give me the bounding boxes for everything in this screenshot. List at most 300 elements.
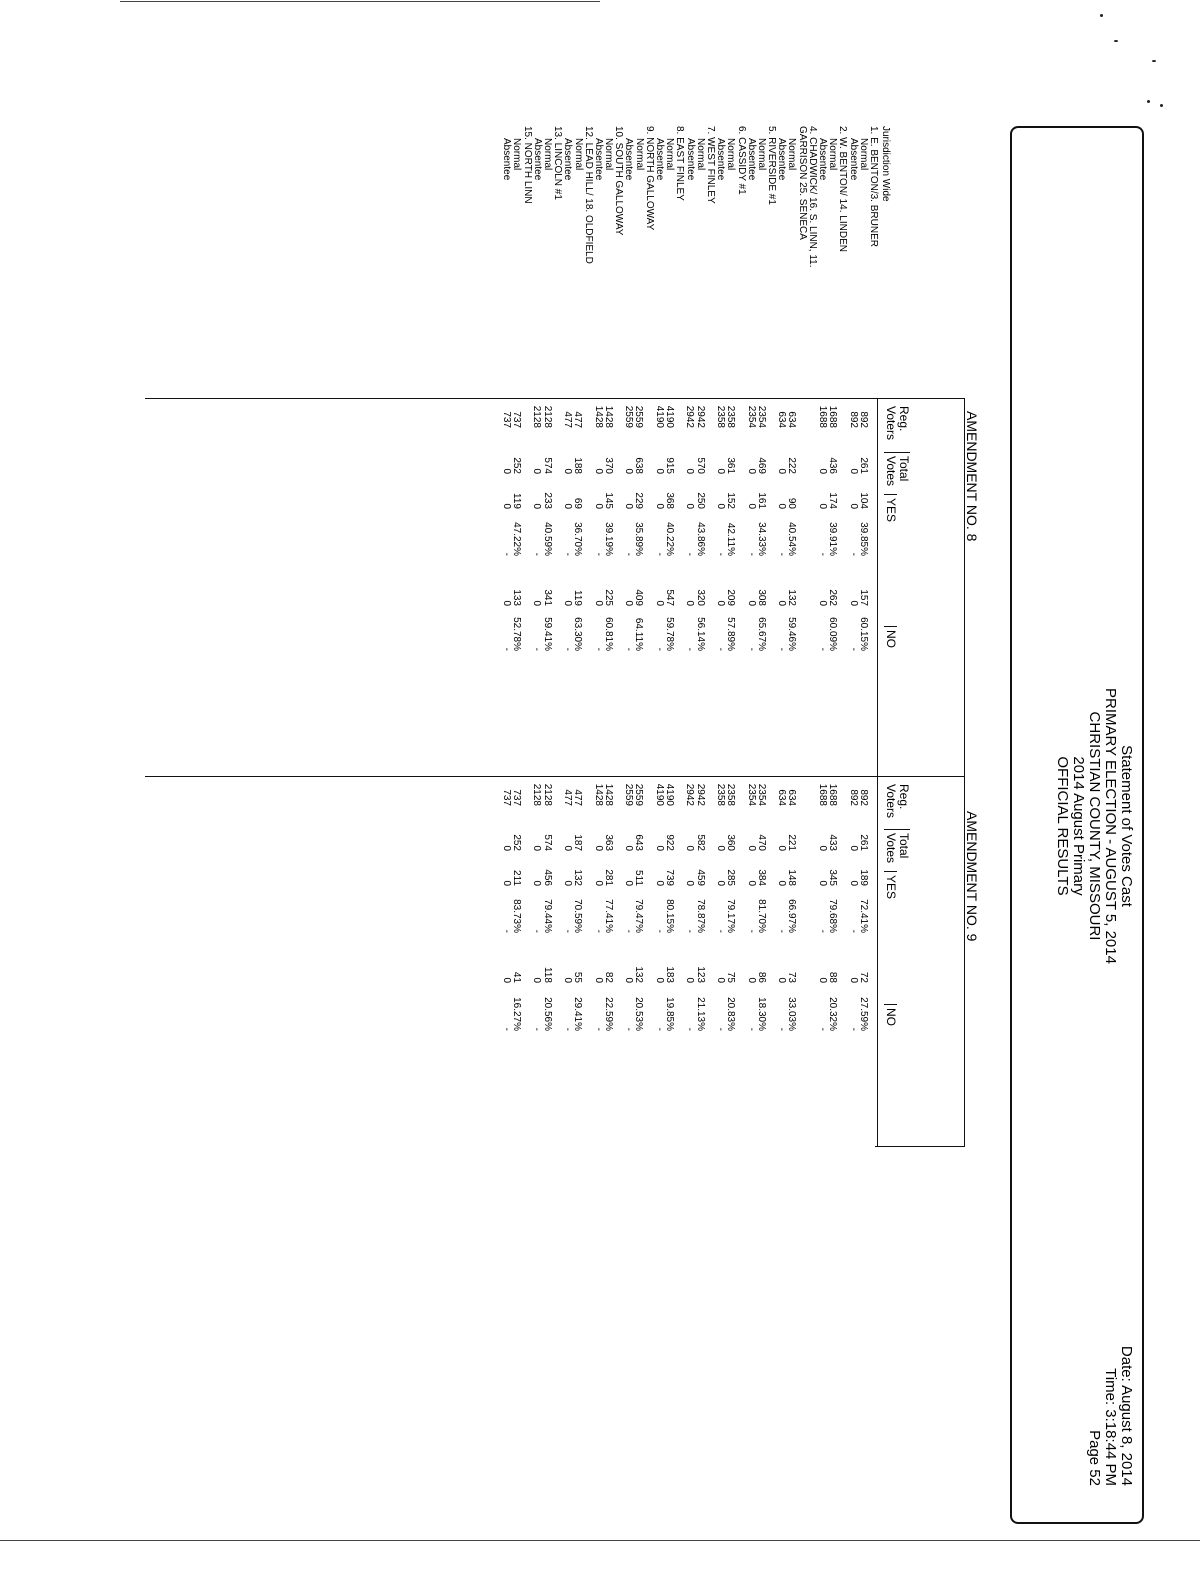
a9-cell: 0 [500,977,512,983]
a8-cell: 2354 [745,405,757,428]
row-label: 7. WEST FINLEY [705,126,716,204]
a9-cell: 0 [776,977,788,983]
table-row [623,126,633,1526]
title-line: 2014 August Primary [1070,756,1087,896]
a9-cell: - [847,929,859,933]
row-label: Normal [725,138,737,171]
a8-cell: - [715,647,726,651]
a9-cell: 33.03% [786,997,798,1031]
a8-cell: 145 [602,492,614,509]
a9-cell: 2128 [541,783,553,806]
a9-cell: - [531,929,543,933]
a8-cell: - [592,647,604,651]
table-row [511,126,521,1526]
a9-cell: 922 [664,834,675,851]
a9-cell: - [847,1027,859,1031]
a8-cell: - [592,552,604,556]
a9-cell: 2358 [725,783,737,806]
a9-cell: 0 [745,880,757,886]
row-label: 1. E. BENTON/3. BRUNER [868,126,879,247]
a8-cell: 174 [827,492,839,509]
a8-cell: 0 [562,468,573,474]
row-label: Absentee [817,138,829,181]
a9-cell: 0 [776,880,788,886]
a9-cell: 79.17% [725,899,737,933]
a9-cell: 81.70% [755,899,767,933]
a9-cell: 0 [500,880,512,886]
table-row [766,126,776,1526]
table-row [796,126,806,1526]
a9-cell: 2559 [633,783,645,806]
scan-top-edge-line [120,1,600,2]
a8-cell: 152 [725,492,737,509]
contest-title-a9: AMENDMENT NO. 9 [964,811,980,942]
a9-cell: 21.13% [694,997,706,1031]
a8-cell: 0 [592,468,604,474]
a8-cell: 0 [715,468,726,474]
a9-cell: 892 [847,789,859,806]
table-row [531,126,541,1526]
row-label: 15. NORTH LINN [521,126,533,204]
a8-cell: - [847,552,859,556]
report-page: Page 52 [1086,1430,1103,1486]
a8-cell: 59.41% [541,617,553,651]
a8-cell: 157 [857,589,869,606]
a9-cell: 0 [653,845,665,851]
a8-cell: 0 [653,468,665,474]
a9-cell: - [776,929,788,933]
a9-cell: 1688 [827,783,839,806]
a8-cell: 0 [847,503,859,509]
a8-cell: 4190 [664,405,675,428]
row-label: 12. LEAD HILL/ 18. OLDFIELD [582,126,594,264]
table-row [694,126,704,1526]
a8-cell: - [531,647,543,651]
a9-cell: 29.41% [572,997,584,1031]
a8-cell: - [817,552,828,556]
a8-cell: 0 [776,468,788,474]
a8-cell: 65.67% [755,617,767,651]
a8-cell: 361 [725,457,737,474]
a8-cell: 132 [786,589,798,606]
row-label: Absentee [654,138,666,181]
row-label: Normal [603,138,615,171]
a8-cell: 56.14% [694,617,706,651]
a9-cell: 1688 [817,783,828,806]
a9-cell: 16.27% [511,997,522,1031]
a9-cell: 2942 [694,783,706,806]
a9-cell: - [776,1027,788,1031]
a8-cell: 0 [562,600,573,606]
a8-cell: 1688 [827,405,839,428]
a8-cell: - [745,552,757,556]
table-row [837,126,847,1526]
a9-cell: 88 [827,971,839,983]
a8-cell: - [684,552,696,556]
a8-cell: 2559 [623,405,635,428]
a8-cell: 0 [653,600,665,606]
row-label: 10. SOUTH GALLOWAY [613,126,625,236]
a8-cell: 0 [715,503,726,509]
a8-cell: 2128 [541,405,553,428]
a9-cell: 79.47% [633,899,645,933]
a9-cell: 285 [725,869,737,886]
a9-cell: 66.97% [786,899,798,933]
a8-cell: 60.81% [602,617,614,651]
col-header-yes: YES [884,494,897,522]
table-row [541,126,551,1526]
a8-cell: 161 [755,492,767,509]
row-label: Absentee [684,138,696,181]
a8-cell: - [623,647,635,651]
a9-cell: 363 [602,834,614,851]
a9-cell: 574 [541,834,553,851]
a8-cell: 574 [541,457,553,474]
scan-speck [1100,14,1103,17]
a8-cell: 39.85% [857,522,869,556]
a8-cell: 1688 [817,405,828,428]
a9-cell: 20.83% [725,997,737,1031]
scan-speck [1160,104,1163,107]
a8-cell: 0 [623,468,635,474]
a9-cell: 0 [592,880,604,886]
table-row [582,126,592,1526]
a9-cell: 78.87% [694,899,706,933]
a8-cell: 0 [847,468,859,474]
a9-cell: 634 [776,789,788,806]
contest-title-a8: AMENDMENT NO. 8 [964,411,980,542]
a9-cell: 634 [786,789,798,806]
a8-cell: 638 [633,457,645,474]
a8-cell: 0 [745,600,757,606]
a8-cell: - [562,647,573,651]
a9-cell: 261 [857,834,869,851]
col-header-total-votes: Total Votes [884,829,910,863]
a9-cell: - [715,1027,726,1031]
a8-cell: 915 [664,457,675,474]
a8-cell: 261 [857,457,869,474]
a8-cell: 119 [572,590,584,606]
row-label: Normal [755,138,767,171]
scan-speck [1114,40,1118,42]
a9-cell: - [500,929,512,933]
a8-cell: 57.89% [725,617,737,651]
a9-cell: 0 [531,845,543,851]
a9-cell: 0 [684,845,696,851]
a8-cell: 892 [857,411,869,428]
a8-cell: 0 [623,600,635,606]
table-row [552,126,562,1526]
a8-cell: 250 [694,492,706,509]
table-row [735,126,745,1526]
a9-cell: 0 [817,880,828,886]
a8-cell: 341 [541,589,553,606]
a9-cell: 582 [694,834,706,851]
a9-cell: 459 [694,869,706,886]
a8-cell: 2942 [684,405,696,428]
a9-cell: 252 [511,834,522,851]
a9-cell: 118 [541,967,553,983]
a8-cell: 40.54% [786,522,798,556]
a9-cell: 0 [715,880,726,886]
a8-cell: - [653,552,665,556]
table-row [725,126,735,1526]
a8-cell: 40.59% [541,522,553,556]
a8-cell: 0 [745,468,757,474]
a8-cell: - [776,552,788,556]
a9-cell: 477 [562,789,573,806]
a9-cell: 0 [653,977,665,983]
a8-cell: 0 [776,503,788,509]
column-divider [875,1146,965,1147]
a8-cell: 0 [817,468,828,474]
a8-cell: 0 [684,503,696,509]
a9-cell: 4190 [653,783,665,806]
a8-cell: 0 [531,600,543,606]
a8-cell: - [653,647,665,651]
a8-cell: 0 [745,503,757,509]
a9-cell: 211 [511,870,522,886]
row-label: 13. LINCOLN #1 [552,126,564,200]
row-label: Normal [572,138,584,171]
a9-cell: 79.68% [827,899,839,933]
a8-cell: 737 [500,411,512,428]
col-header-reg-voters: Reg. Voters [884,406,911,441]
a9-cell: - [745,929,757,933]
a9-cell: - [531,1027,543,1031]
a9-cell: 0 [684,977,696,983]
a8-cell: 1428 [592,405,604,428]
a8-cell: 133 [511,589,522,606]
a9-cell: 433 [827,834,839,851]
table-row [654,126,664,1526]
a8-cell: 0 [776,600,788,606]
a8-cell: - [562,552,573,556]
report-time: Time: 3:18:44 PM [1102,1368,1119,1486]
a9-cell: 148 [786,869,798,886]
a8-cell: 0 [684,468,696,474]
a9-cell: 0 [653,880,665,886]
row-label: Normal [857,138,869,171]
a8-cell: 39.19% [602,522,614,556]
table-row [745,126,755,1526]
a9-cell: 737 [511,789,522,806]
a9-cell: 70.59% [572,899,584,933]
a8-cell: 233 [541,492,553,509]
a9-cell: 80.15% [664,899,675,933]
row-label: Normal [827,138,839,171]
row-label: Normal [633,138,645,171]
table-row [827,126,837,1526]
a9-cell: - [500,1027,512,1031]
a8-cell: 2128 [531,405,543,428]
a9-cell: 41 [511,971,522,983]
a9-cell: 360 [725,834,737,851]
a8-cell: 1428 [602,405,614,428]
a8-cell: 436 [827,457,839,474]
a9-cell: 0 [745,977,757,983]
a8-cell: 0 [715,600,726,606]
row-label: 2. W. BENTON/ 14. LINDEN [837,126,849,252]
a9-cell: 2559 [623,783,635,806]
a9-cell: - [745,1027,757,1031]
contest-rule-a9 [964,776,965,1146]
row-label: 6. CASSIDY #1 [735,126,747,195]
a9-cell: 132 [633,966,645,983]
a8-cell: 47.22% [511,522,522,556]
row-label: 5. RIVERSIDE #1 [766,126,778,205]
a8-cell: 225 [602,589,614,606]
row-label: Absentee [776,138,788,181]
a9-cell: 1428 [592,783,604,806]
a9-cell: 20.56% [541,997,553,1031]
a9-cell: 77.41% [602,899,614,933]
table-row [674,126,684,1526]
a9-cell: 20.53% [633,997,645,1031]
a9-cell: - [684,1027,696,1031]
report-meta [1086,1326,1134,1486]
a8-cell: 370 [602,457,614,474]
a8-cell: 104 [857,492,869,509]
a8-cell: 0 [847,600,859,606]
a9-cell: 221 [786,834,798,851]
a8-cell: - [684,647,696,651]
a8-cell: 43.86% [694,522,706,556]
a9-cell: 20.32% [827,997,839,1031]
a8-cell: 409 [633,589,645,606]
a9-cell: 737 [500,789,512,806]
a9-cell: 0 [847,977,859,983]
table-row [776,126,786,1526]
col-header-reg-voters: Reg. Voters [884,784,911,819]
a9-cell: 0 [592,845,604,851]
a8-cell: 35.89% [633,522,645,556]
a8-cell: 477 [562,411,573,428]
a8-cell: 59.78% [664,617,675,651]
row-label: Absentee [745,138,757,181]
row-label: Absentee [592,138,604,181]
a8-cell: 52.78% [511,617,522,651]
table-row [501,126,511,1526]
row-label: Absentee [562,138,574,181]
a8-cell: 0 [592,503,604,509]
rotated-report [140,126,1140,1526]
a9-cell: 643 [633,834,645,851]
title-line: Statement of Votes Cast [1118,745,1135,907]
scan-bottom-edge-line [0,1540,1200,1541]
a9-cell: 2128 [531,783,543,806]
row-label: Absentee [623,138,635,181]
table-row [684,126,694,1526]
a8-cell: - [531,552,543,556]
a9-cell: 0 [684,880,696,886]
row-label: Normal [511,138,523,171]
a8-cell: - [776,647,788,651]
a9-cell: - [684,929,696,933]
a8-cell: - [715,552,726,556]
row-label: Absentee [531,138,543,181]
a9-cell: 0 [531,977,543,983]
a9-cell: 19.85% [664,997,675,1031]
a9-cell: 82 [602,971,614,983]
a9-cell: - [623,929,635,933]
a9-cell: 18.30% [755,997,767,1031]
table-row [603,126,613,1526]
a9-cell: 0 [817,977,828,983]
title-line: CHRISTIAN COUNTY, MISSOURI [1086,711,1103,941]
a9-cell: 0 [776,845,788,851]
a8-cell: 209 [725,589,737,606]
a9-cell: - [562,929,573,933]
a9-cell: 384 [755,869,767,886]
a9-cell: - [592,929,604,933]
a9-cell: 281 [602,869,614,886]
a8-cell: 39.91% [827,522,839,556]
a8-cell: 60.15% [857,617,869,651]
a9-cell: 27.59% [857,997,869,1031]
a8-cell: 252 [511,457,522,474]
row-label: 4. CHADWICK/ 16. S. LINN, 11. [806,126,818,268]
scan-speck [1152,60,1156,62]
a9-cell: 2354 [755,783,767,806]
a9-cell: - [623,1027,635,1031]
a9-cell: 345 [827,869,839,886]
a8-cell: 119 [511,493,522,509]
a8-cell: 0 [500,503,512,509]
a9-cell: 470 [755,834,767,851]
a8-cell: 0 [531,468,543,474]
row-label: Absentee [501,138,513,181]
table-row [868,126,878,1526]
a8-cell: 2358 [715,405,726,428]
a8-cell: 634 [786,411,798,428]
a9-cell: 477 [572,789,584,806]
a8-cell: 634 [776,411,788,428]
table-row [613,126,623,1526]
a9-cell: 72.41% [857,899,869,933]
a8-cell: 60.09% [827,617,839,651]
table-row [643,126,653,1526]
table-row [633,126,643,1526]
a8-cell: 34.33% [755,522,767,556]
title-line: PRIMARY ELECTION - AUGUST 5, 2014 [1102,688,1119,964]
a9-cell: 2354 [745,783,757,806]
a8-cell: 0 [592,600,604,606]
table-row [858,126,868,1526]
a9-cell: 456 [541,869,553,886]
a9-cell: - [817,929,828,933]
row-label: GARRISON 25. SENECA [796,126,808,240]
col-header-yes: YES [884,871,897,899]
a8-cell: 469 [755,457,767,474]
a9-cell: 0 [562,977,573,983]
a8-cell: - [623,552,635,556]
a8-cell: 308 [755,589,767,606]
a8-cell: - [745,647,757,651]
a9-cell: 83.73% [511,899,522,933]
a8-cell: 737 [511,411,522,428]
a8-cell: 2559 [633,405,645,428]
table-row [756,126,766,1526]
a8-cell: 477 [572,411,584,428]
a9-cell: 187 [572,834,584,851]
a8-cell: 320 [694,589,706,606]
a8-cell: 63.30% [572,617,584,651]
a9-cell: 892 [857,789,869,806]
a9-cell: 132 [572,869,584,886]
table-row [786,126,796,1526]
col-header-no: NO [884,626,897,648]
